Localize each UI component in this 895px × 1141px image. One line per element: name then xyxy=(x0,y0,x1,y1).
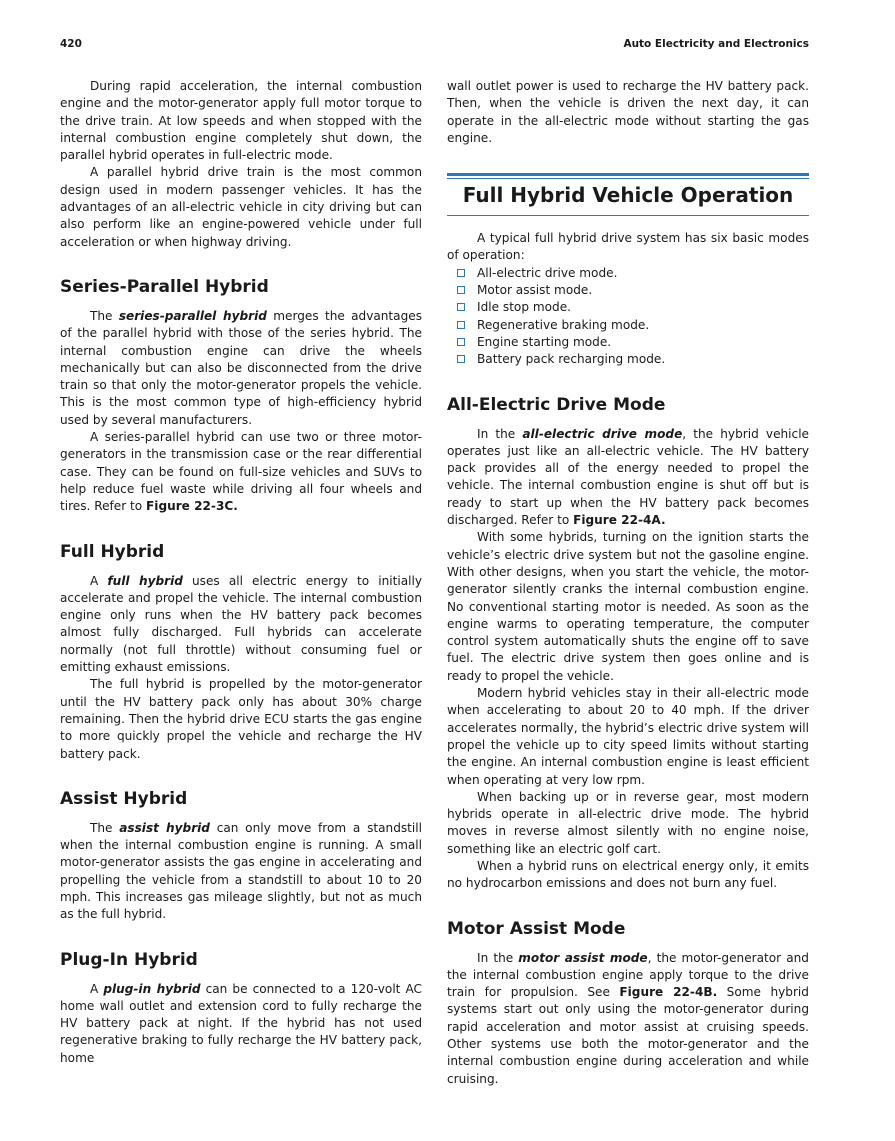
list-item: Idle stop mode. xyxy=(457,299,809,316)
paragraph: In the all-electric drive mode, the hybrid vehicle operates just like an all-electric vehicle. The HV battery pack provides all of the energy needed to propel the vehicle. The internal combustion engine is shut off but is ready to start up when the HV battery pack becomes discharged. Refer to Figure 22-4A. xyxy=(447,426,809,528)
paragraph: With some hybrids, turning on the ignition starts the vehicle’s electric drive system but not the gasoline engine. With other designs, when you start the vehicle, the motor-generator silently cranks the internal combustion engine. No conventional starting motor is needed. As soon as the engine warms to operating temperature, the computer control system automatically shuts the engine off to save fuel. The electric drive system then goes online and is ready to propel the vehicle. xyxy=(447,530,809,683)
paragraph: A plug-in hybrid can be connected to a 120-volt AC home wall outlet and extension cord to fully recharge the HV battery pack at night. If the hybrid has not used regenerative braking to fully recharge the HV battery pack, home xyxy=(60,981,422,1065)
paragraph: When a hybrid runs on electrical energy only, it emits no hydrocarbon emissions and does not burn any fuel. xyxy=(447,858,809,891)
paragraph: A full hybrid uses all electric energy to initially accelerate and propel the vehicle. The internal combustion engine only runs when the HV battery pack becomes almost fully discharged. Full hybrids can accelerate normally (not full throttle) without consuming fuel or emitting exhaust emissions. xyxy=(60,573,422,675)
paragraph: The assist hybrid can only move from a standstill when the internal combustion engine is running. A small motor-generator assists the gas engine in accelerating and propelling the vehicle from a standstill to about 10 to 20 mph. This increases gas mileage slightly, but not as much as the full hybrid. xyxy=(60,820,423,922)
section-heading-full-hybrid: Full Hybrid xyxy=(60,541,165,562)
list-item: Engine starting mode. xyxy=(457,334,809,351)
left-column xyxy=(60,78,422,1067)
page-number: 420 xyxy=(60,38,82,50)
list-item: Battery pack recharging mode. xyxy=(457,351,809,368)
figure-reference: Figure 22-4A. xyxy=(573,513,666,528)
list-item: All-electric drive mode. xyxy=(457,265,809,282)
checkbox-bullet-icon xyxy=(457,338,465,346)
paragraph: In the motor assist mode, the motor-generator and the internal combustion engine apply torque to the drive train for propulsion. See Figure 22-4B. Some hybrid systems start out only using the motor-generator during rapid acceleration and motor assist at cruising speeds. Other systems use both the motor-generator and the internal combustion engine during acceleration and while cruising. xyxy=(447,950,809,1086)
running-header xyxy=(60,38,809,56)
key-term: full hybrid xyxy=(107,573,183,588)
section-heading-series-parallel: Series-Parallel Hybrid xyxy=(60,276,269,297)
paragraph: The full hybrid is propelled by the motor-generator until the HV battery pack only has about 30% charge remaining. Then the hybrid drive ECU starts the gas engine to more quickly propel the vehicle and recharge the HV battery pack. xyxy=(60,677,422,761)
key-term: motor assist mode xyxy=(518,950,648,965)
paragraph: wall outlet power is used to recharge the HV battery pack. Then, when the vehicle is driven the next day, it can operate in the all-electric mode without starting the gas engine. xyxy=(447,79,809,145)
major-heading-box xyxy=(447,173,809,216)
key-term: series-parallel hybrid xyxy=(118,308,267,323)
modes-list xyxy=(447,265,809,369)
book-title: Auto Electricity and Electronics xyxy=(623,38,809,50)
figure-reference: Figure 22-3C. xyxy=(146,499,238,514)
paragraph: The series-parallel hybrid merges the advantages of the parallel hybrid with those of the series hybrid. The internal combustion engine can drive the wheels mechanically but can also be disconnected from the drive train so that only the motor-generator propels the vehicle. This is the most common type of high-efficiency hybrid used by several manufacturers. xyxy=(60,308,422,427)
figure-reference: Figure 22-4B. xyxy=(619,985,718,1000)
paragraph: When backing up or in reverse gear, most modern hybrids operate in all-electric drive mode. The hybrid moves in reverse almost silently with no engine noise, something like an electric golf cart. xyxy=(447,789,809,856)
section-heading-plug-in-hybrid: Plug-In Hybrid xyxy=(60,949,198,970)
paragraph: During rapid acceleration, the internal combustion engine and the motor-generator apply full motor torque to the drive train. At low speeds and when stopped with the internal combustion engine completely shut down, the parallel hybrid operates in full-electric mode. xyxy=(60,79,422,163)
checkbox-bullet-icon xyxy=(457,355,465,363)
key-term: all-electric drive mode xyxy=(522,426,683,441)
paragraph: A parallel hybrid drive train is the most common design used in modern passenger vehicles. It has the advantages of an all-electric vehicle in city driving but can also perform like an engine-powered vehicle under full acceleration or when highway driving. xyxy=(60,165,422,249)
paragraph: A typical full hybrid drive system has six basic modes of operation: xyxy=(447,231,809,263)
paragraph: A series-parallel hybrid can use two or three motor-generators in the transmission case or the rear differential case. They can be found on full-size vehicles and SUVs to help reduce fuel waste while driving all four wheels and tires. Refer to Figure 22-3C. xyxy=(60,430,422,514)
checkbox-bullet-icon xyxy=(457,303,465,311)
checkbox-bullet-icon xyxy=(457,269,465,277)
right-column xyxy=(447,78,809,1088)
list-item: Regenerative braking mode. xyxy=(457,317,809,334)
list-item: Motor assist mode. xyxy=(457,282,809,299)
key-term: plug-in hybrid xyxy=(103,981,201,996)
section-heading-motor-assist: Motor Assist Mode xyxy=(447,918,626,939)
major-heading: Full Hybrid Vehicle Operation xyxy=(462,183,794,208)
paragraph: Modern hybrid vehicles stay in their all-electric mode when accelerating to about 20 to 40 mph. If the driver accelerates normally, the hybrid’s electric drive system will propel the vehicle up to city speed limits without starting the engine. An internal combustion engine is least efficient when operating at very low rpm. xyxy=(447,686,809,787)
checkbox-bullet-icon xyxy=(457,286,465,294)
key-term: assist hybrid xyxy=(119,820,210,835)
checkbox-bullet-icon xyxy=(457,321,465,329)
section-heading-all-electric: All-Electric Drive Mode xyxy=(447,394,666,415)
section-heading-assist-hybrid: Assist Hybrid xyxy=(60,788,188,809)
